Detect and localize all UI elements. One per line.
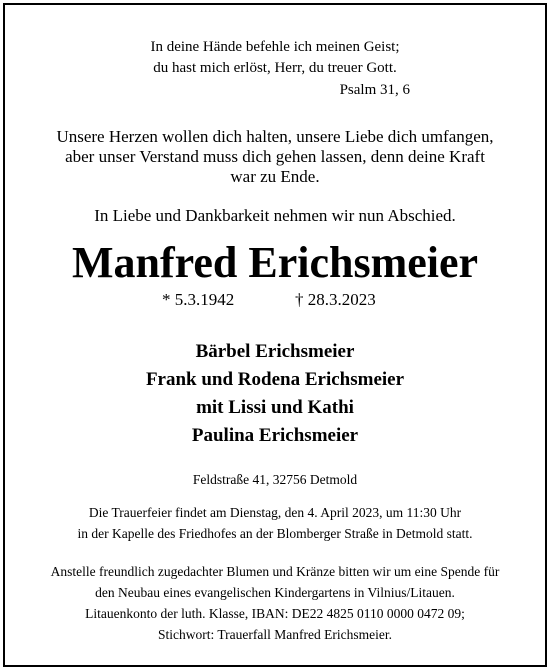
verse-line-2: du hast mich erlöst, Herr, du treuer Gott. <box>153 60 397 76</box>
verse-line-1: In deine Hände befehle ich meinen Geist; <box>150 39 400 55</box>
donation-line-1: Anstelle freundlich zugedachter Blumen und Kränze bitten wir um eine Spende für <box>50 564 500 579</box>
death-date: † 28.3.2023 <box>295 290 376 309</box>
quote-line-2: aber unser Verstand muss dich gehen lassen, denn deine Kraft <box>65 147 485 166</box>
mourner-2: Frank und Rodena Erichsmeier <box>145 369 405 390</box>
quote-line-3: war zu Ende. <box>230 167 320 186</box>
service-line-1: Die Trauerfeier findet am Dienstag, den 4. April 2023, um 11:30 Uhr <box>88 505 462 520</box>
quote-line-1: Unsere Herzen wollen dich halten, unsere Liebe dich umfangen, <box>56 127 494 146</box>
donation-line-4: Stichwort: Trauerfall Manfred Erichsmeier. <box>158 627 392 642</box>
mourner-4: Paulina Erichsmeier <box>191 425 359 446</box>
obituary-card <box>3 3 547 667</box>
donation-line-2: den Neubau eines evangelischen Kindergartens in Vilnius/Litauen. <box>95 585 455 600</box>
deceased-name: Manfred Erichsmeier <box>71 238 479 287</box>
birth-date: * 5.3.1942 <box>162 290 235 309</box>
donation-line-3: Litauenkonto der luth. Klasse, IBAN: DE22 4825 0110 0000 0472 09; <box>85 606 465 621</box>
address: Feldstraße 41, 32756 Detmold <box>192 472 358 487</box>
farewell-text: In Liebe und Dankbarkeit nehmen wir nun Abschied. <box>94 206 456 225</box>
mourner-1: Bärbel Erichsmeier <box>195 341 355 362</box>
mourner-3: mit Lissi und Kathi <box>196 397 354 418</box>
service-line-2: in der Kapelle des Friedhofes an der Blomberger Straße in Detmold statt. <box>77 526 473 541</box>
verse-reference: Psalm 31, 6 <box>339 82 410 98</box>
